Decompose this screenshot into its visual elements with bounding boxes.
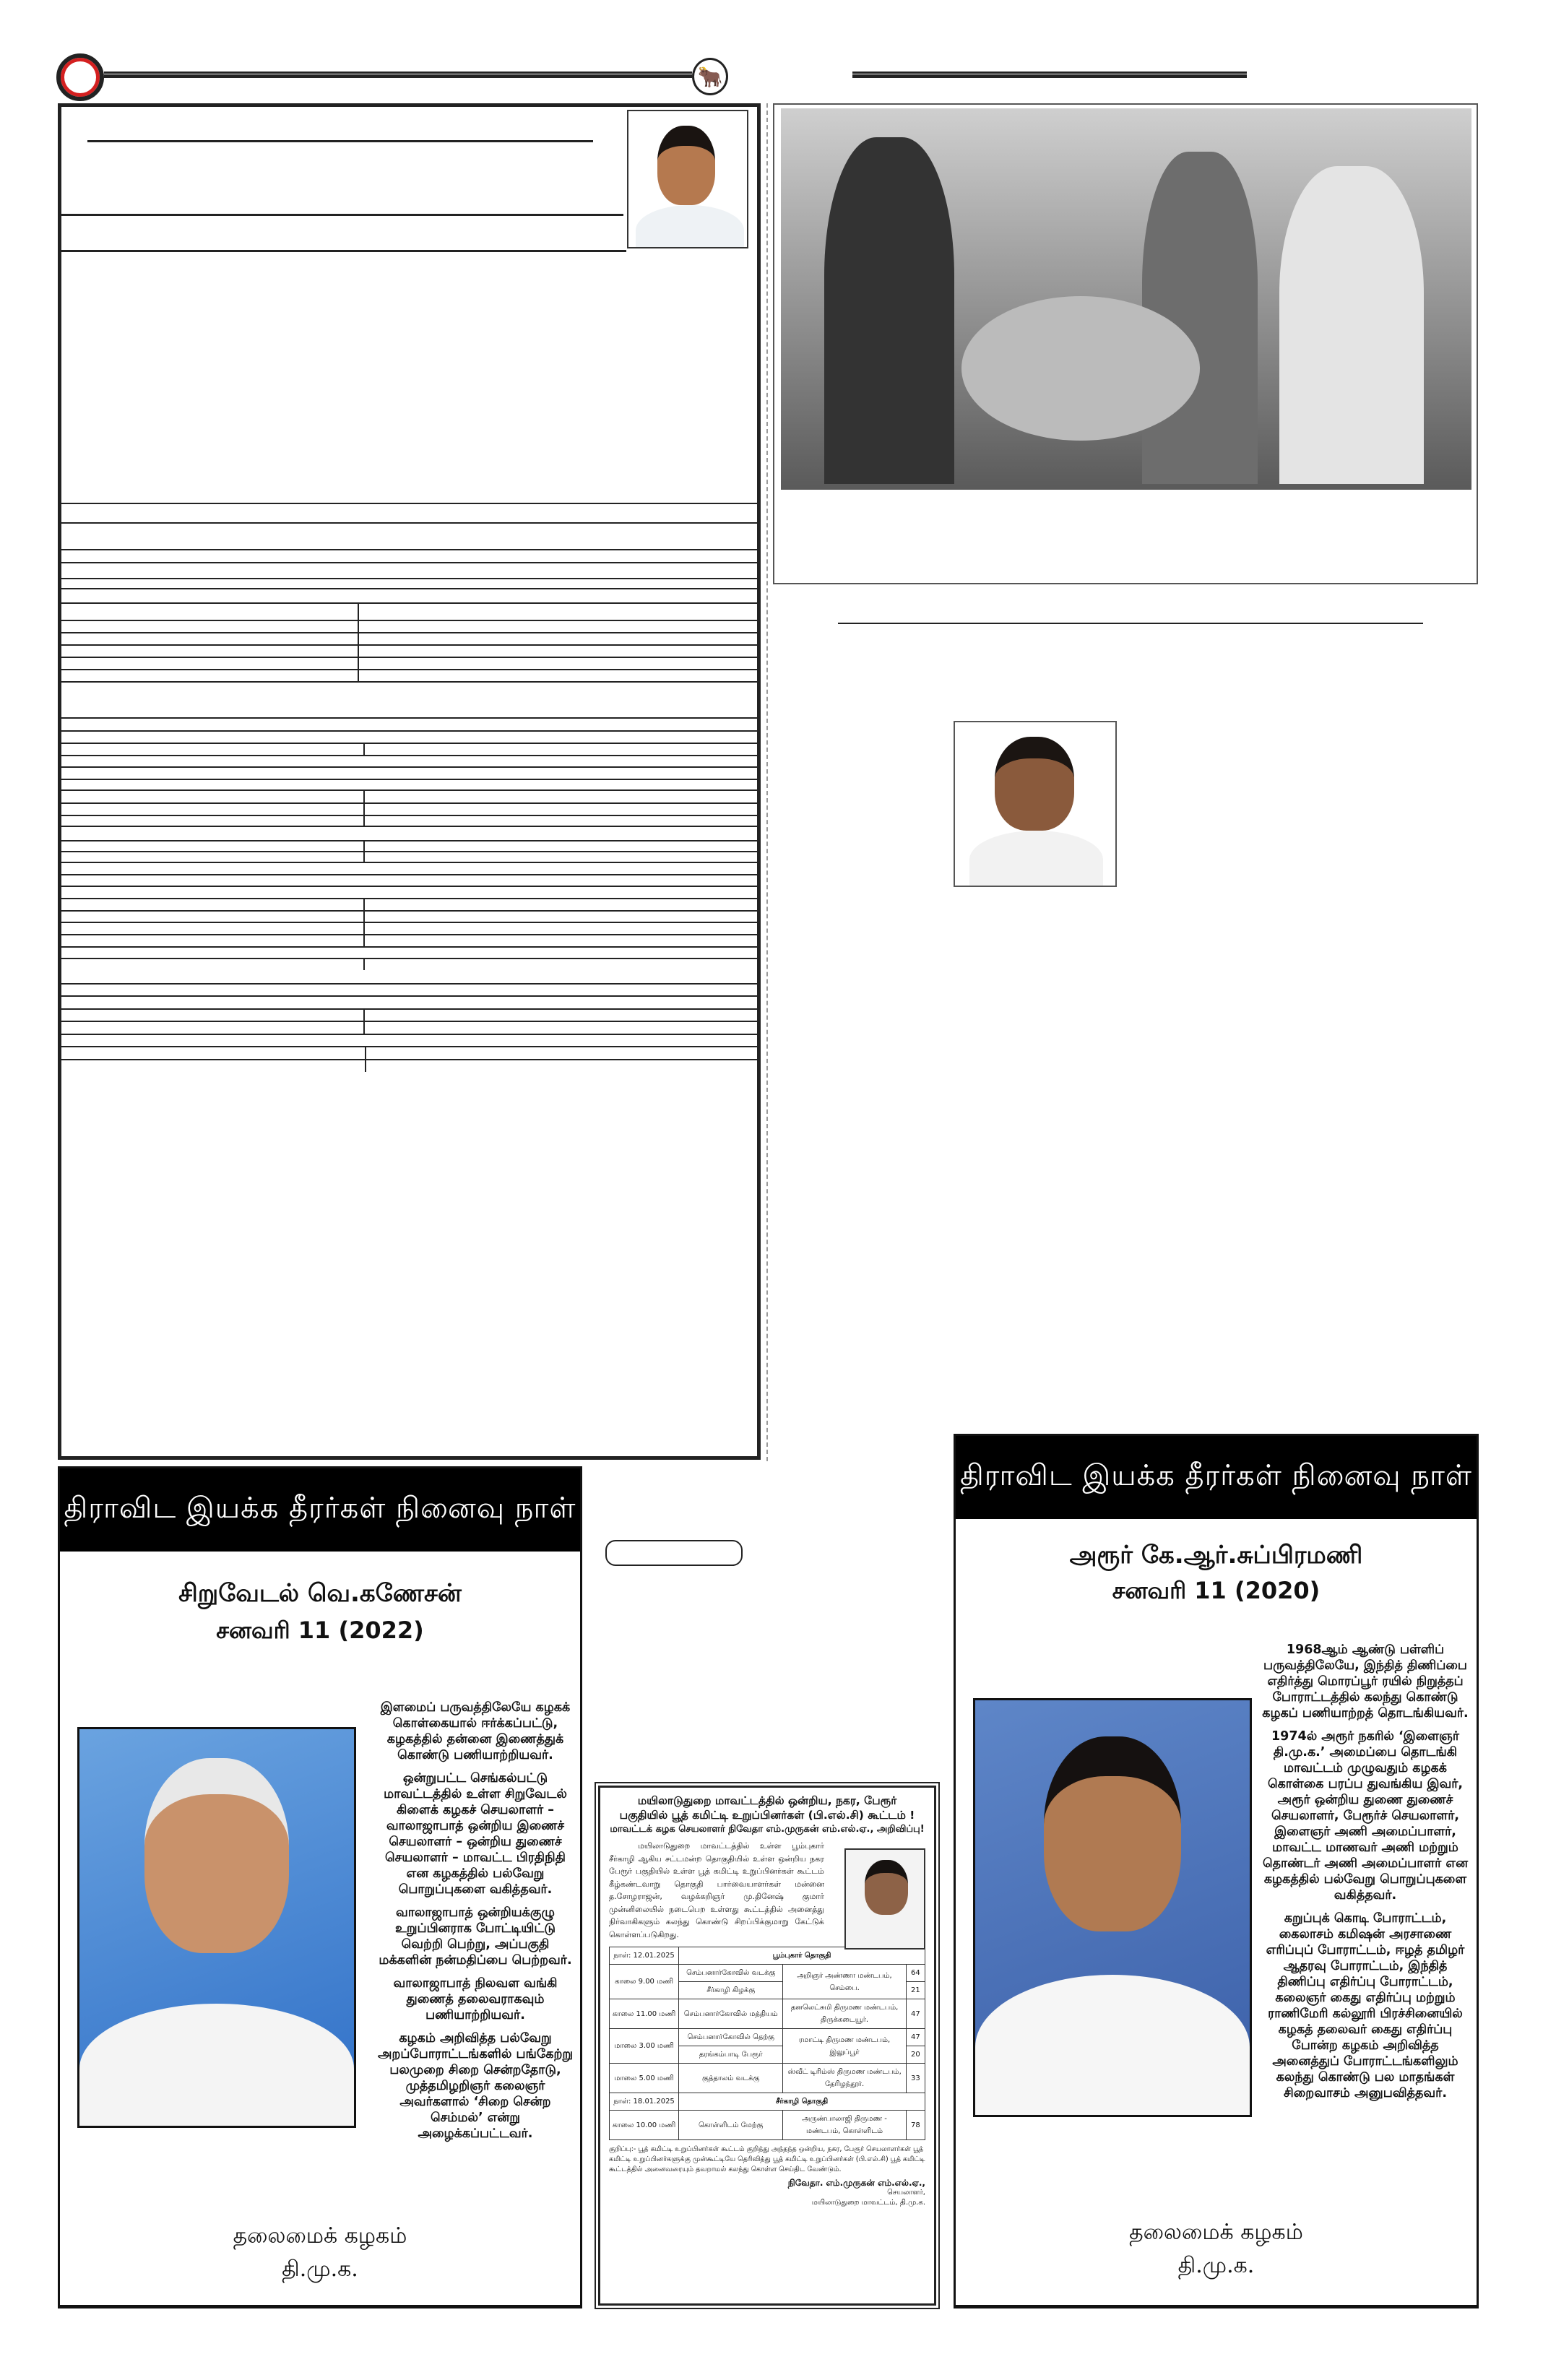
portrait-photo-2	[954, 721, 1117, 887]
header-rule-right	[852, 72, 1247, 78]
left-memorial	[58, 1466, 582, 2308]
rule-line	[61, 934, 757, 935]
party-logo-icon	[56, 53, 104, 101]
rule-line	[61, 657, 757, 658]
rule-line	[61, 802, 757, 804]
schedule-table	[609, 1947, 925, 2140]
memorial-name: சிறுவேடல் வெ.கணேசன்	[178, 1579, 462, 1608]
rule-line	[61, 620, 757, 621]
booth-committee-ad	[598, 1786, 936, 2306]
memorial-name: அரூர் கே.ஆர்.சுப்பிரமணி	[1069, 1541, 1363, 1570]
rule-line	[61, 898, 757, 899]
memorial-bio: இளமைப் பருவத்திலேயே கழகக் கொள்கையால் ஈர்க்கப்பட்டு, கழகத்தில் தன்னை இணைத்துக் கொண்டு பணியாற்றியவர். ஒன்றுபட்ட செங்கல்பட்டு மாவட்டத்தில் உள்ள சிறுவேடல் கிளைக் கழகச் செயலாளர் – வாலாஜாபாத் ஒன்றிய இணைச் செயலாளர் – ஒன்றிய துணைச் செயலாளர் – மாவட்ட பிரதிநிதி என கழகத்தில் பல்வேறு பொறுப்புகளை வகித்தவர். வாலாஜாபாத் ஒன்றியக்குழு உறுப்பினராக போட்டியிட்டு வெற்றி பெற்று, அப்பகுதி மக்களின் நன்மதிப்பை பெற்றவர். வாலாஜாபாத் நிலவள வங்கி துணைத் தலைவராகவும் பணியாற்றியவர். கழகம் அறிவித்த பல்வேறு அறப்போராட்டங்களில் பங்கேற்று பலமுறை சிறை சென்றதோடு, முத்தமிழறிஞர் கலைஞர் அவர்களால் ‘சிறை சென்ற செம்மல்’ என்று அழைக்கப்பட்டவர்.	[378, 1700, 574, 2141]
slot-count: 47	[906, 2029, 925, 2046]
slot-count: 20	[906, 2046, 925, 2064]
slot-venue: தனலெட்சுமி திருமண மண்டபம், திருக்கடையூர்.	[783, 1999, 906, 2029]
rule-divider	[358, 602, 359, 681]
rule-line	[61, 1046, 757, 1047]
ad-note: குறிப்பு:- பூத் கமிட்டி உறுப்பினர்கள் கூட்டம் குறித்து அந்தந்த ஒன்றிய, நகர, பேரூர் செயலாளர்கள் பூத் கமிட்டி உறுப்பினர்களுக்கு முன்கூட்டியே தெரிவித்து பூத் கமிட்டி உறுப்பினர்கள் (பி.எல்.சி) பூத் கமிட்டி கூட்டத்தில் அனைவரையும் தவறாமல் கலந்து கொள்ள செய்திட வேண்டும்.	[609, 2145, 925, 2173]
rule-line	[61, 522, 757, 524]
slot-area: செம்பனார்கோவில் தெற்கு	[679, 2029, 783, 2046]
rule-line	[61, 1059, 757, 1060]
rule-divider	[363, 1008, 365, 1034]
left-article-box	[58, 103, 761, 1460]
slot-time: மாலை 5.00 மணி	[610, 2064, 679, 2093]
rule-line	[61, 717, 757, 719]
rule-divider	[363, 958, 365, 970]
rule-line	[61, 755, 757, 756]
bull-emblem-icon: 🐂	[692, 58, 728, 95]
memorial-banner: திராவிட இயக்க தீரர்கள் நினைவு நாள்	[60, 1468, 580, 1552]
schedule-day-row	[610, 2093, 925, 2111]
rule-line	[61, 958, 757, 959]
slot-area: தரங்கம்பாடி பேரூர்	[679, 2046, 783, 2064]
slot-venue: அருண்பாலாஜி திருமண - மண்டபம், கொள்ளிடம்	[783, 2111, 906, 2140]
rule-line	[61, 1008, 757, 1010]
ad-title-2: பகுதியில் பூத் கமிட்டி உறுப்பினர்கள் (பி.எல்.சி) கூட்டம் !	[619, 1809, 915, 1822]
rule-divider	[363, 898, 365, 946]
memorial-footer: தலைமைக் கழகம் தி.மு.க.	[233, 2223, 407, 2282]
memorial-photo	[77, 1727, 356, 2128]
rule-line	[61, 743, 757, 744]
ad-body: மயிலாடுதுறை மாவட்டத்தில் உள்ள பூம்புகார் சீர்காழி ஆகிய சட்டமன்ற தொகுதியில் உள்ள ஒன்றிய நகர பேரூர் பகுதியில் உள்ள பூத் கமிட்டி உறுப்பினர்கள் கூட்டம் கீழ்கண்டவாறு தொகுதி பார்வையாளர்கள் மன்னை த.சோழராஜன், வழக்கறிஞர் மு.தினேஷ் குமார் முன்னிலையில் நடைபெற உள்ளது கூட்டத்தில் அனைத்து நிர்வாகிகளும் கலந்து கொண்டு சிறப்பிக்குமாறு கேட்டுக் கொள்ளப்படுகிறது.	[609, 1841, 824, 1939]
rule-line	[61, 549, 757, 550]
slot-venue: அறிஞர் அண்ணா மண்டபம், செம்பை.	[783, 1965, 906, 1999]
rule-line	[61, 874, 757, 875]
rule-line	[61, 602, 757, 604]
rule-line	[61, 779, 757, 780]
rule-line	[61, 995, 757, 997]
rule-line	[61, 840, 757, 841]
ad-title: மயிலாடுதுறை மாவட்டத்தில் ஒன்றிய, நகர, பேரூர்	[637, 1794, 897, 1807]
memorial-banner: திராவிட இயக்க தீரர்கள் நினைவு நாள்	[956, 1436, 1477, 1519]
blank-pill	[605, 1540, 743, 1566]
portrait-photo	[627, 110, 748, 248]
ad-subtitle: மாவட்டக் கழக செயலாளர் நிவேதா எம்.முருகன் எம்.எல்.ஏ., அறிவிப்பு!	[610, 1824, 925, 1835]
slot-count: 78	[906, 2111, 925, 2140]
rule-line	[61, 503, 757, 504]
rule-line	[61, 766, 757, 768]
rule-line	[61, 578, 757, 579]
right-memorial	[954, 1434, 1479, 2308]
rule-line	[61, 644, 757, 646]
memorial-date: சனவரி 11 (2022)	[216, 1617, 424, 1644]
secretary-photo	[844, 1848, 925, 1950]
slot-time: காலை 10.00 மணி	[610, 2111, 679, 2140]
news-photo	[781, 108, 1471, 490]
rule-divider	[363, 743, 365, 755]
slot-area: குத்தாலம் வடக்கு	[679, 2064, 783, 2093]
rule-line	[61, 851, 757, 852]
rule-line	[61, 789, 757, 791]
rule-line	[61, 681, 757, 683]
schedule-row	[610, 1965, 925, 1982]
rule-divider	[363, 840, 365, 862]
schedule-day-row	[610, 1947, 925, 1965]
slot-time: காலை 9.00 மணி	[610, 1965, 679, 1999]
slot-area: செம்பனார்கோவில் வடக்கு	[679, 1965, 783, 1982]
schedule-row	[610, 2064, 925, 2093]
rule-line	[61, 632, 757, 633]
column-divider	[766, 103, 768, 1461]
slot-venue: ஸ்வீட் டிரிம்ஸ் திருமண மண்டபம், தேரிழந்தூர்.	[783, 2064, 906, 2093]
rule-line	[61, 669, 757, 670]
constituency: சீர்காழி தொகுதி	[679, 2093, 925, 2111]
day-date: நாள்: 12.01.2025	[610, 1947, 679, 1965]
slot-venue: ரமாட்டி திருமண மண்டபம், இலுப்பூர்	[783, 2029, 906, 2064]
news-photo-box	[773, 103, 1478, 584]
ad-signature: நிவேதா. எம்.முருகன் எம்.எல்.ஏ., செயலாளர், மயிலாடுதுறை மாவட்டம், தி.மு.க.	[787, 2178, 925, 2207]
rule-line	[61, 922, 757, 923]
slot-time: காலை 11.00 மணி	[610, 1999, 679, 2029]
rule-line	[61, 1034, 757, 1035]
memorial-footer: தலைமைக் கழகம் தி.மு.க.	[1129, 2220, 1303, 2278]
rule-line	[61, 983, 757, 985]
constituency: பூம்புகார் தொகுதி	[679, 1947, 925, 1965]
slot-area: கொள்ளிடம் மேற்கு	[679, 2111, 783, 2140]
schedule-row	[610, 2029, 925, 2046]
rule-line	[61, 886, 757, 887]
slot-count: 33	[906, 2064, 925, 2093]
rule-line	[61, 862, 757, 863]
memorial-photo	[973, 1698, 1252, 2117]
slot-count: 47	[906, 1999, 925, 2029]
rule-line	[61, 946, 757, 948]
rule-line	[61, 815, 757, 816]
rule-line	[61, 826, 757, 827]
schedule-row	[610, 2111, 925, 2140]
rule-line	[61, 910, 757, 912]
rule-line	[61, 562, 757, 563]
header-rule	[104, 72, 692, 78]
slot-count: 64	[906, 1965, 925, 1982]
slot-area: செம்பனார்கோவில் மத்தியம்	[679, 1999, 783, 2029]
schedule-row	[610, 1999, 925, 2029]
memorial-date: சனவரி 11 (2020)	[1112, 1577, 1321, 1604]
day-date: நாள்: 18.01.2025	[610, 2093, 679, 2111]
rule-divider	[365, 1046, 366, 1072]
rule-line	[61, 1021, 757, 1022]
rule-line	[61, 730, 757, 732]
memorial-bio: 1968ஆம் ஆண்டு பள்ளிப் பருவத்திலேயே, இந்தித் திணிப்பை எதிர்த்து மொரப்பூர் ரயில் நிறுத்தப் போராட்டத்தில் கலந்து கொண்டு கழகப் பணியாற்றத் தொடங்கியவர். 1974ல் அரூர் நகரில் ‘இளைஞர் தி.மு.க.’ அமைப்பை தொடங்கி மாவட்டம் முழுவதும் கழகக் கொள்கை பரப்ப துவங்கிய இவர், அரூர் ஒன்றிய துணை துணைச் செயலாளர், பேரூர்ச் செயலாளர், இளைஞர் அணி அமைப்பாளர், மாவட்ட மாணவர் அணி மற்றும் தொண்டர் அணி அமைப்பாளர் என கழகத்தில் பல்வேறு பொறுப்புகளை வகித்தவர். கறுப்புக் கொடி போராட்டம், கைலாசம் கமிஷன் அரசாணை எரிப்புப் போராட்டம், ஈழத் தமிழர் ஆதரவு போராட்டம், இந்தித் திணிப்பு எதிர்ப்பு போராட்டம், கலைஞர் கைது எதிர்ப்பு மற்றும் ராணிமேரி கல்லூரி பிரச்சினையில் கழகத் தலைவர் கைது எதிர்ப்பு போன்ற கழகம் அறிவித்த அனைத்துப் போராட்டங்களிலும் கலந்து கொண்டு பல மாதங்கள் சிறைவாசம் அனுபவித்தவர்.	[1262, 1643, 1469, 2100]
rule-line	[61, 588, 757, 589]
slot-count: 21	[906, 1982, 925, 1999]
slot-time: மாலை 3.00 மணி	[610, 2029, 679, 2064]
slot-area: சீர்காழி கிழக்கு	[679, 1982, 783, 1999]
rule-divider	[363, 789, 365, 826]
